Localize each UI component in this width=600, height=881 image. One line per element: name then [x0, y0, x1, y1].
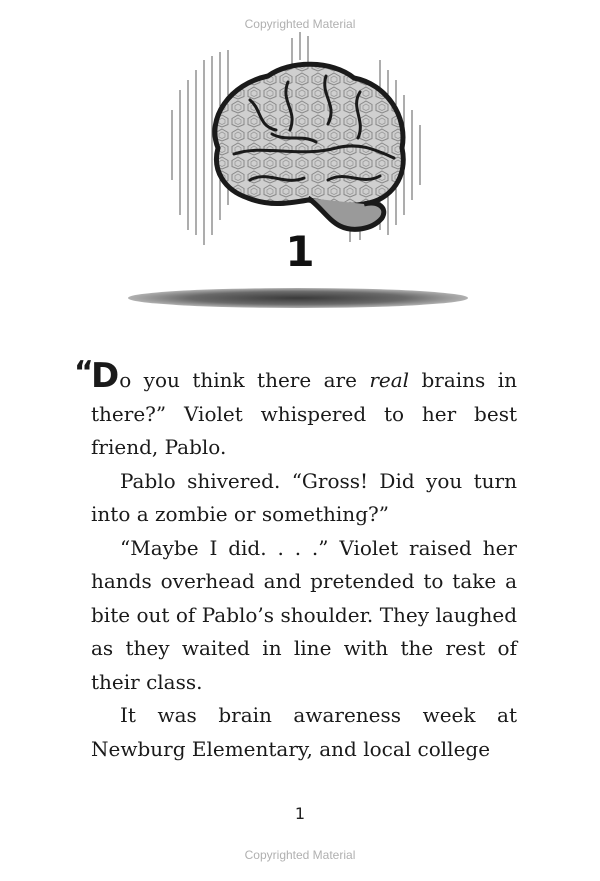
shadow-divider — [128, 288, 468, 308]
paragraph-1 — [74, 355, 517, 465]
paragraph-1-text-b: brains in there?” Violet whispered to her best friend, Pablo. — [91, 368, 517, 459]
body-text — [74, 355, 517, 766]
paragraph-1-text-a: o you think there are — [119, 368, 370, 392]
brain-icon — [150, 30, 450, 250]
open-quote-dropcap: “ — [74, 355, 94, 390]
watermark-bottom: Copyrighted Material — [244, 848, 356, 862]
chapter-number: 1 — [285, 227, 315, 276]
paragraph-1-emphasis: real — [369, 368, 410, 392]
dropcap-letter: D — [91, 356, 120, 396]
watermark-top: Copyrighted Material — [244, 17, 356, 31]
paragraph-4: It was brain awareness week at Newburg Elementary, and local college — [91, 703, 517, 761]
paragraph-2: Pablo shivered. “Gross! Did you turn into a zombie or something?” — [91, 468, 517, 526]
paragraph-3: “Maybe I did. . . .” Violet raised her hands overhead and pretended to take a bite out of Pablo’s shoulder. They laughed as they waited in line with the rest of their class. — [91, 535, 517, 694]
page-number: 1 — [294, 804, 306, 823]
